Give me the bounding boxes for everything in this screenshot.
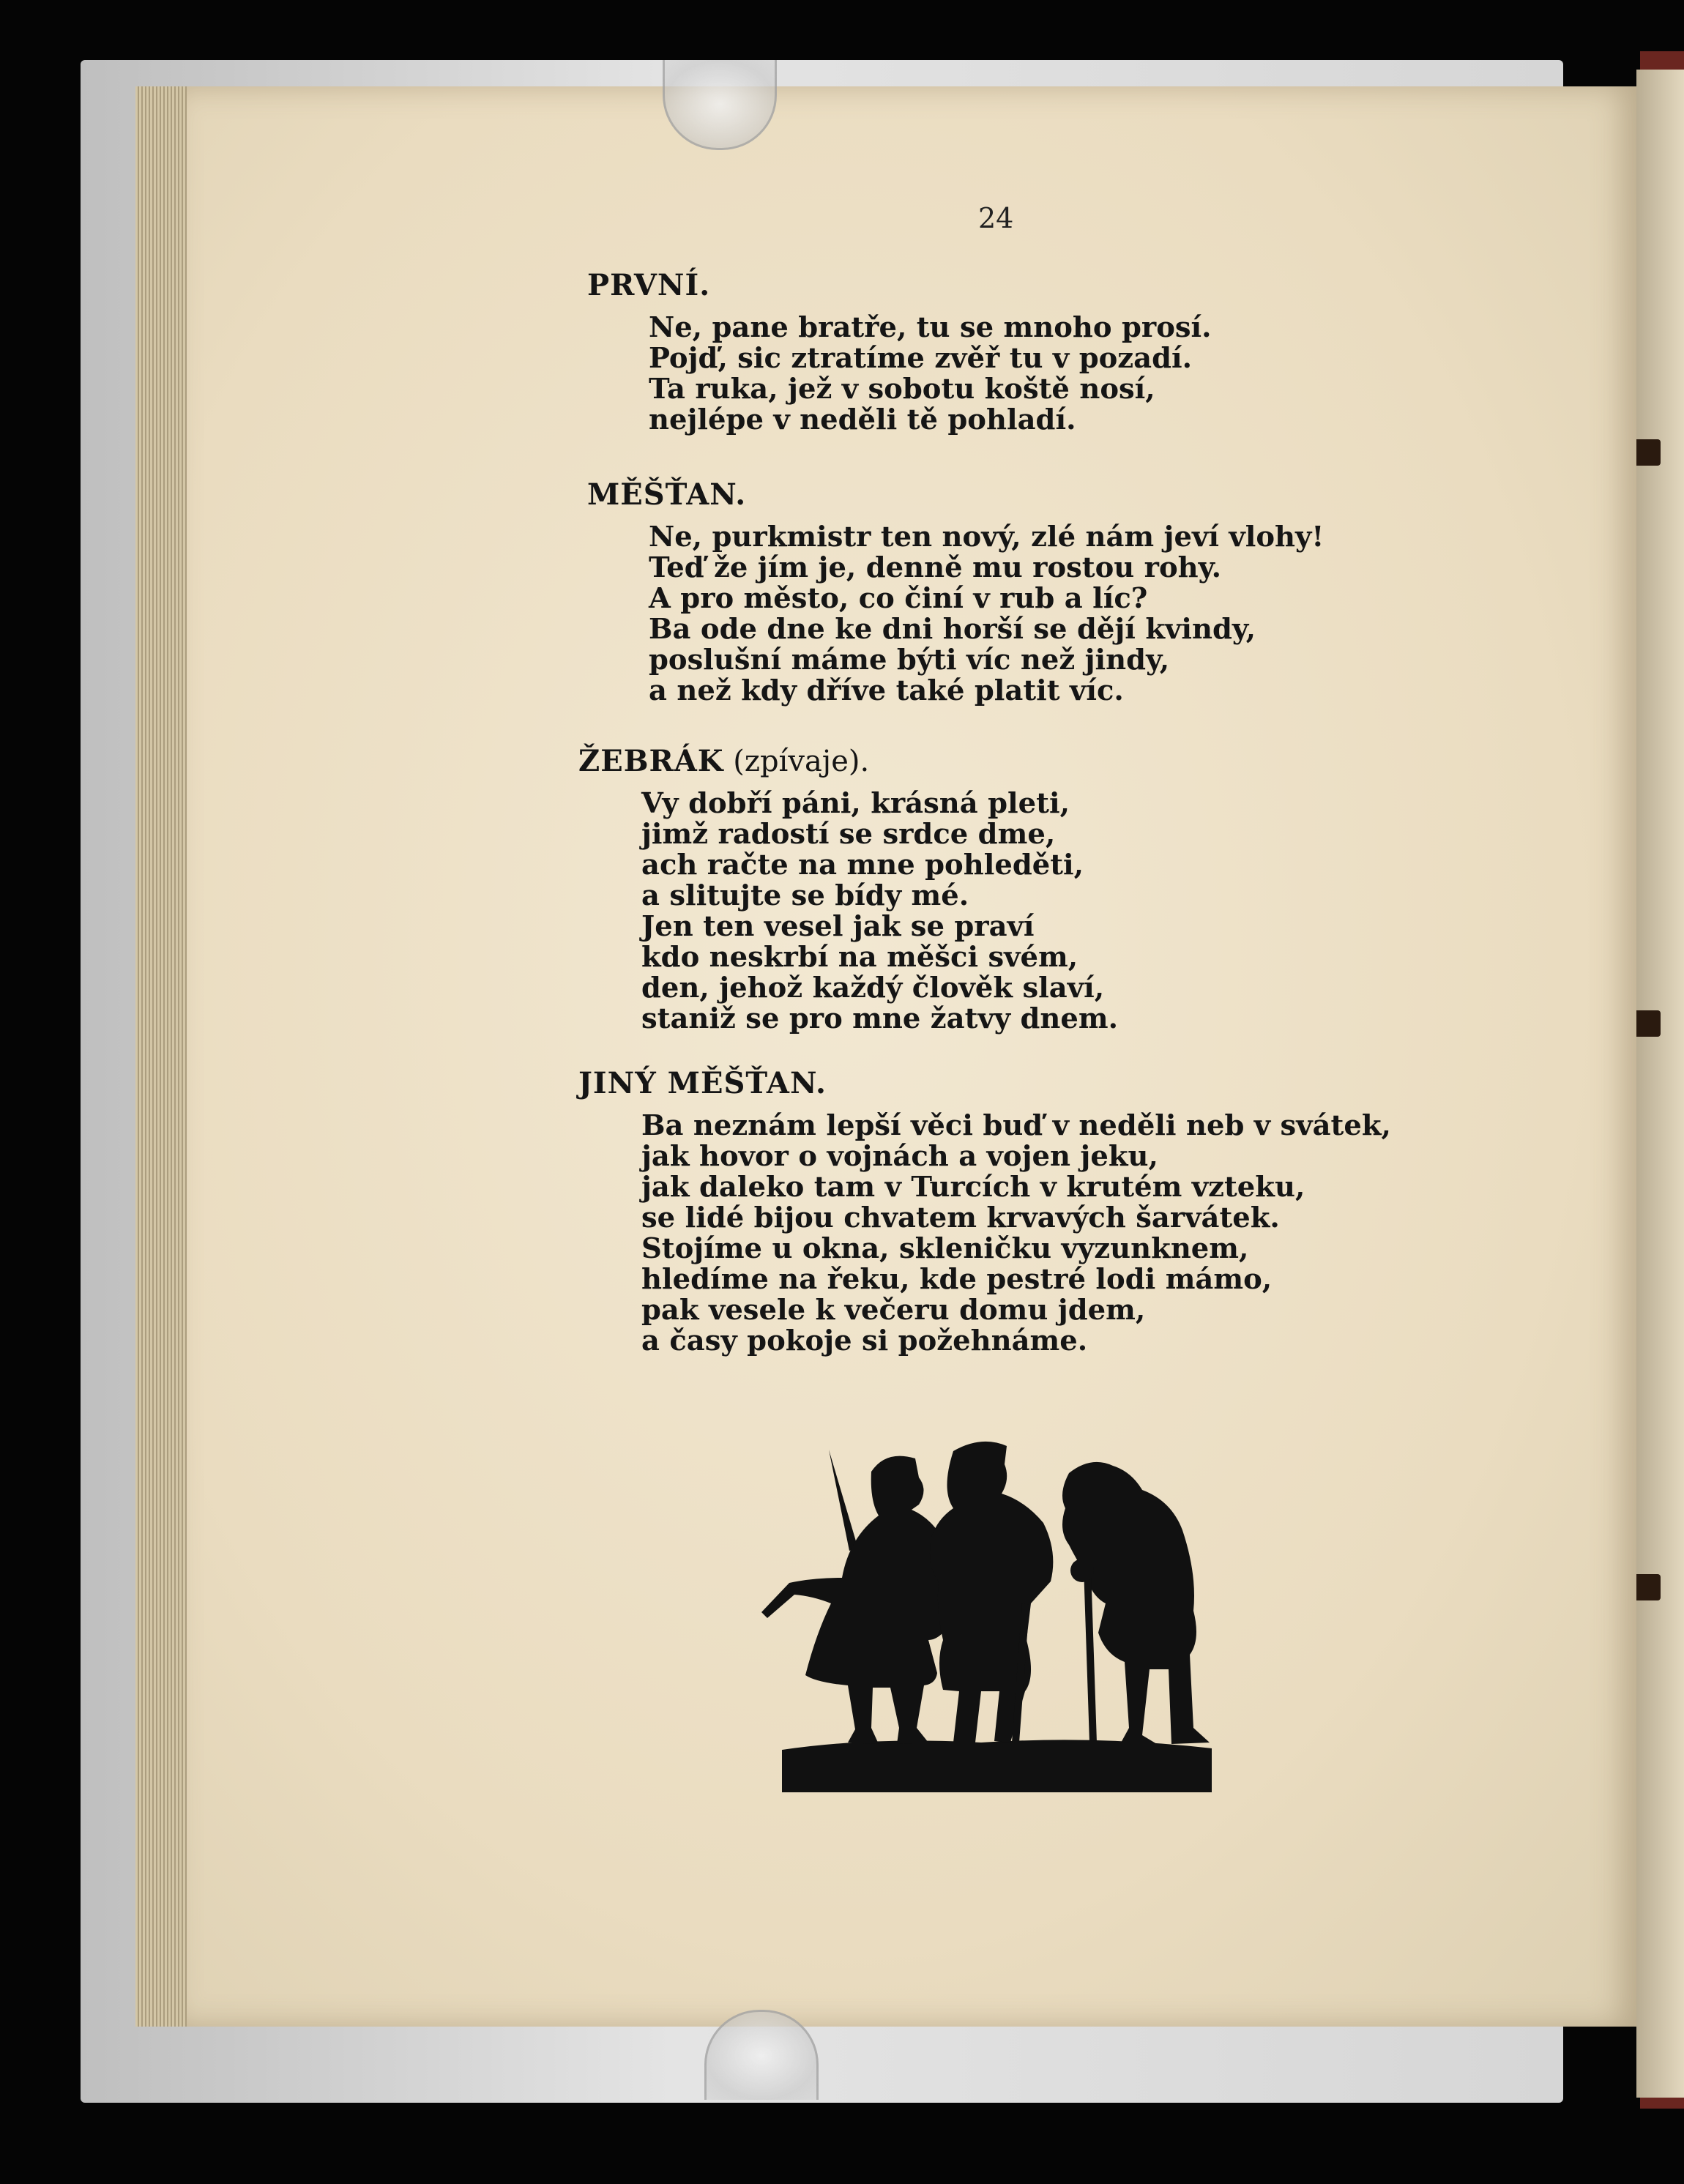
verse-line: a časy pokoje si požehnáme. — [641, 1324, 1088, 1357]
man-silhouette-right — [1062, 1462, 1210, 1744]
verse-line: Ba ode dne ke dni horší se dějí kvindy, — [649, 613, 1256, 646]
verse-line: Ba neznám lepší věci buď v neděli neb v svátek, — [641, 1109, 1391, 1142]
verse-line: Ne, pane bratře, tu se mnoho prosí. — [649, 311, 1212, 344]
speaker-name: ŽEBRÁK (zpívaje). — [578, 744, 870, 778]
man-silhouette-middle — [930, 1442, 1053, 1743]
verse-line: Ne, purkmistr ten nový, zlé nám jeví vlohy! — [649, 521, 1325, 554]
stage-direction: (zpívaje). — [723, 745, 870, 778]
verse-line: a slitujte se bídy mé. — [641, 879, 969, 912]
verse-line: jimž radostí se srdce dme, — [641, 818, 1056, 851]
verse-line: staniž se pro mne žatvy dnem. — [641, 1002, 1119, 1035]
speaker-name: MĚŠŤAN. — [587, 477, 747, 512]
verse-line: Jen ten vesel jak se praví — [641, 910, 1035, 943]
man-hand — [1070, 1559, 1094, 1582]
speech-block — [578, 744, 1118, 1035]
silhouette-illustration — [761, 1420, 1219, 1801]
page-edges — [135, 86, 188, 2027]
ground-silhouette — [782, 1740, 1212, 1792]
verse-line: Stojíme u okna, skleničku vyzunknem, — [641, 1232, 1249, 1265]
verse-line: hledíme na řeku, kde pestré lodi mámo, — [641, 1263, 1273, 1296]
verse-line: se lidé bijou chvatem krvavých šarvátek. — [641, 1201, 1280, 1234]
verse-line: jak hovor o vojnách a vojen jeku, — [641, 1140, 1158, 1173]
speech-block — [587, 268, 1212, 436]
verse-line: a než kdy dříve také platit víc. — [649, 674, 1124, 707]
speech-block — [587, 477, 1324, 707]
verse-line: jak daleko tam v Turcích v krutém vzteku, — [641, 1171, 1305, 1204]
verse-line: Vy dobří páni, krásná pleti, — [641, 787, 1070, 820]
facing-page-edge — [1636, 70, 1684, 2098]
verse-line: Ta ruka, jež v sobotu koště nosí, — [649, 373, 1155, 406]
man-silhouette-left — [761, 1456, 949, 1744]
verse-line: Pojď, sic ztratíme zvěř tu v pozadí. — [649, 342, 1193, 375]
verse-line: kdo neskrbí na měšci svém, — [641, 941, 1078, 974]
speaker-name: PRVNÍ. — [587, 268, 711, 302]
verse-line: nejlépe v neděli tě pohladí. — [649, 403, 1076, 436]
man-silhouette-left — [829, 1450, 858, 1551]
verse-line: Teď že jím je, denně mu rostou rohy. — [649, 551, 1221, 584]
page-number: 24 — [978, 202, 1014, 234]
verse-line: den, jehož každý člověk slaví, — [641, 972, 1105, 1005]
speaker-name: JINÝ MĚŠŤAN. — [578, 1066, 827, 1100]
speech-block — [578, 1066, 1391, 1357]
verse-line: ach račte na mne pohleděti, — [641, 849, 1084, 882]
verse-line: pak vesele k večeru domu jdem, — [641, 1294, 1146, 1327]
verse-line: poslušní máme býti víc než jindy, — [649, 644, 1170, 677]
verse-line: A pro město, co činí v rub a líc? — [649, 582, 1148, 615]
